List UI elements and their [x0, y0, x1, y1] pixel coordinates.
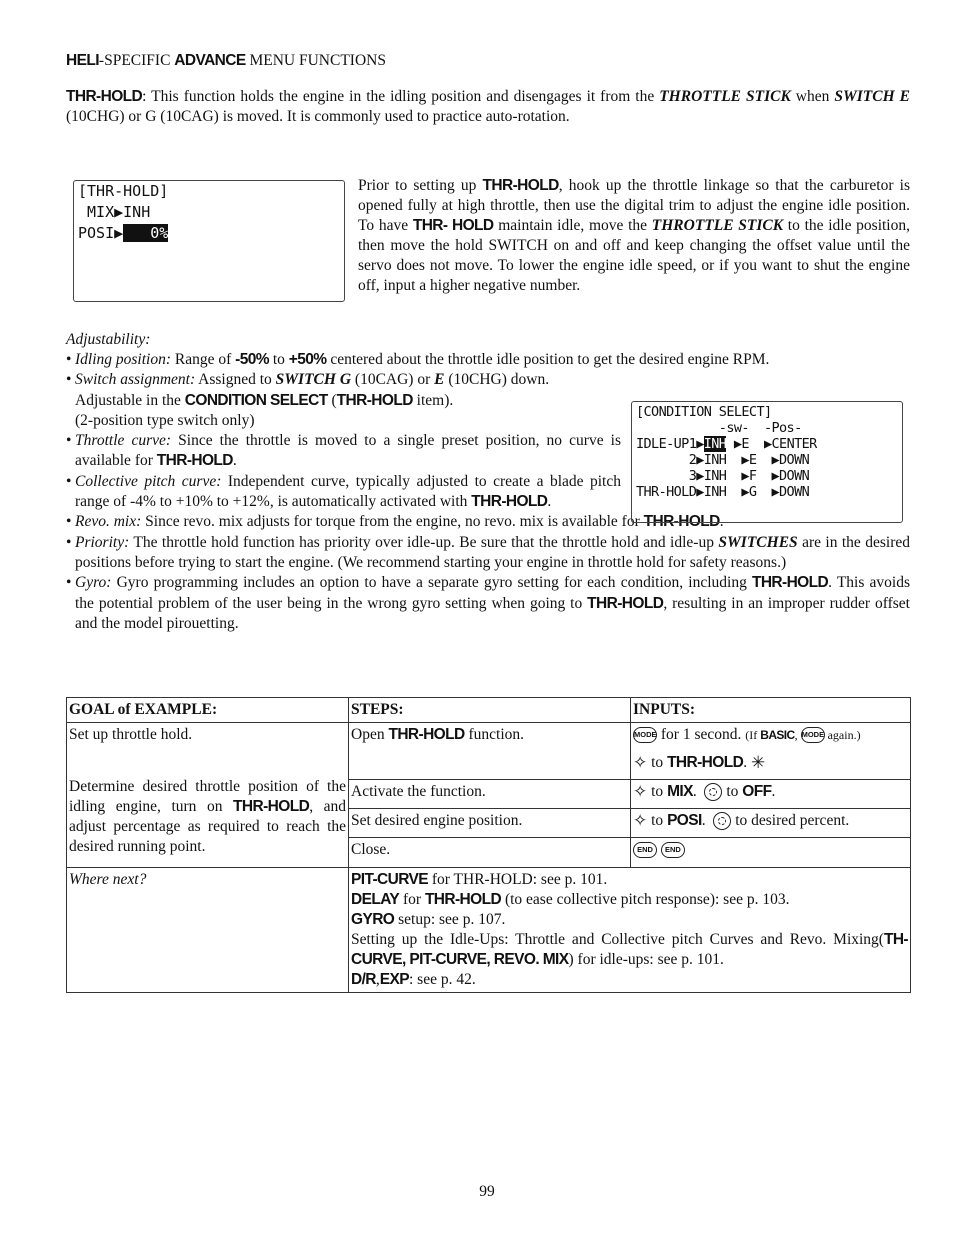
- table-header-row: GOAL of EXAMPLE: STEPS: INPUTS:: [67, 698, 911, 723]
- mode-button-icon: MODE: [801, 727, 825, 743]
- intro-paragraph: THR-HOLD: This function holds the engine in the idling position and disengages it from the THROTTLE STICK when SWITCH E (10CHG) or G (10CAG) is moved. It is commonly used to practice auto-rotation.: [66, 88, 910, 125]
- setup-paragraph: Prior to setting up THR-HOLD, hook up the throttle linkage so that the carburetor is opened fully at high throttle, then use the digital trim to adjust the engine idle position. To have THR- HOLD maintain idle, move the THROTTLE STICK to the idle position, then move the hold SWITCH on and off and keep changing the offset value until the servo does not move. To lower the engine idle speed, or if you want to shut the engine off, input a higher negative number.: [358, 177, 910, 294]
- idling-position-item: • Idling position: Range of -50% to +50% centered about the throttle idle position to get the desired engine RPM.: [66, 350, 910, 370]
- cursor-pad-icon: ✧: [633, 753, 648, 773]
- thr-hold-lcd-screen: [THR-HOLD] MIX▶INH POSI▶ 0%: [73, 180, 345, 302]
- table-row: Where next? PIT-CURVE for THR-HOLD: see p. 101. DELAY for THR-HOLD (to ease collective pitch response): see p. 103. GYRO setup: see p. 107. Setting up the Idle-Ups: Throttle and Collective pitch Curves and Revo. Mixing(TH-CURVE, PIT-CURVE, REVO. MIX) for idle-ups: see p. 101. D/R,EXP: see p. 42.: [67, 868, 911, 993]
- end-button-icon: END: [633, 842, 657, 858]
- goal-cell: Set up throttle hold. Determine desired throttle position of the idling engine, turn on THR-HOLD, and adjust percentage as required to reach the desired running point.: [67, 723, 349, 868]
- end-button-icon: END: [661, 842, 685, 858]
- revo-mix-item: • Revo. mix: Since revo. mix adjusts for torque from the engine, no revo. mix is available for THR-HOLD.: [66, 512, 910, 532]
- cursor-pad-icon: ✧: [633, 811, 648, 831]
- page-number: 99: [479, 1183, 495, 1200]
- adjustability-heading: Adjustability:: [66, 331, 151, 348]
- posi-value-highlight: 0%: [123, 224, 169, 242]
- gyro-item: • Gyro: Gyro programming includes an option to have a separate gyro setting for each condition, including THR-HOLD. This avoids the potential problem of the user being in the wrong gyro setting when going to THR-HOLD, resulting in an improper rudder offset and the model pirouetting.: [66, 573, 910, 634]
- cursor-pad-icon: ✧: [633, 782, 648, 802]
- dial-icon: [704, 783, 722, 801]
- switch-assignment-item: • Switch assignment: Assigned to SWITCH G (10CAG) or E (10CHG) down. Adjustable in the CONDITION SELECT (THR-HOLD item). (2-position type switch only): [66, 370, 621, 431]
- condition-select-lcd-screen: [CONDITION SELECT] -sw- -Pos- IDLE-UP1▶INH ▶E ▶CENTER 2▶INH ▶E ▶DOWN 3▶INH ▶F ▶DOWN THR-HOLD▶INH ▶G ▶DOWN: [631, 401, 903, 523]
- dial-push-icon: ✳: [750, 753, 766, 773]
- section-heading: HELI-SPECIFIC ADVANCE MENU FUNCTIONS: [66, 52, 386, 69]
- priority-item: • Priority: The throttle hold function has priority over idle-up. Be sure that the throttle hold and idle-up SWITCHES are in the desired positions before trying to start the engine. (We recommend starting your engine in throttle hold for safety reasons.): [66, 533, 910, 574]
- where-next-cell: PIT-CURVE for THR-HOLD: see p. 101. DELAY for THR-HOLD (to ease collective pitch response): see p. 103. GYRO setup: see p. 107. Setting up the Idle-Ups: Throttle and Collective pitch Curves and Revo. Mixing(TH-CURVE, PIT-CURVE, REVO. MIX) for idle-ups: see p. 101. D/R,EXP: see p. 42.: [349, 868, 911, 993]
- collective-pitch-item: • Collective pitch curve: Independent curve, typically adjusted to create a blade pitch range of -4% to +10% to +12%, is automatically activated with THR-HOLD.: [66, 472, 621, 513]
- table-row: Close. END END: [67, 838, 911, 868]
- table-row: Set desired engine position. ✧ to POSI. to desired percent.: [67, 809, 911, 838]
- table-cell: Open THR-HOLD function.: [349, 723, 631, 780]
- table-row: Activate the function. ✧ to MIX. to OFF.: [67, 780, 911, 809]
- table-row: [67, 723, 911, 780]
- table-cell: MODE for 1 second. (If BASIC, MODE again.) ✧ to THR-HOLD. ✳: [631, 723, 911, 780]
- throttle-curve-item: • Throttle curve: Since the throttle is moved to a single preset position, no curve is available for THR-HOLD.: [66, 431, 621, 472]
- mode-button-icon: MODE: [633, 727, 657, 743]
- heli-label: HELI: [66, 52, 99, 69]
- example-table: [66, 697, 911, 993]
- advance-label: ADVANCE: [174, 52, 246, 69]
- dial-icon: [713, 812, 731, 830]
